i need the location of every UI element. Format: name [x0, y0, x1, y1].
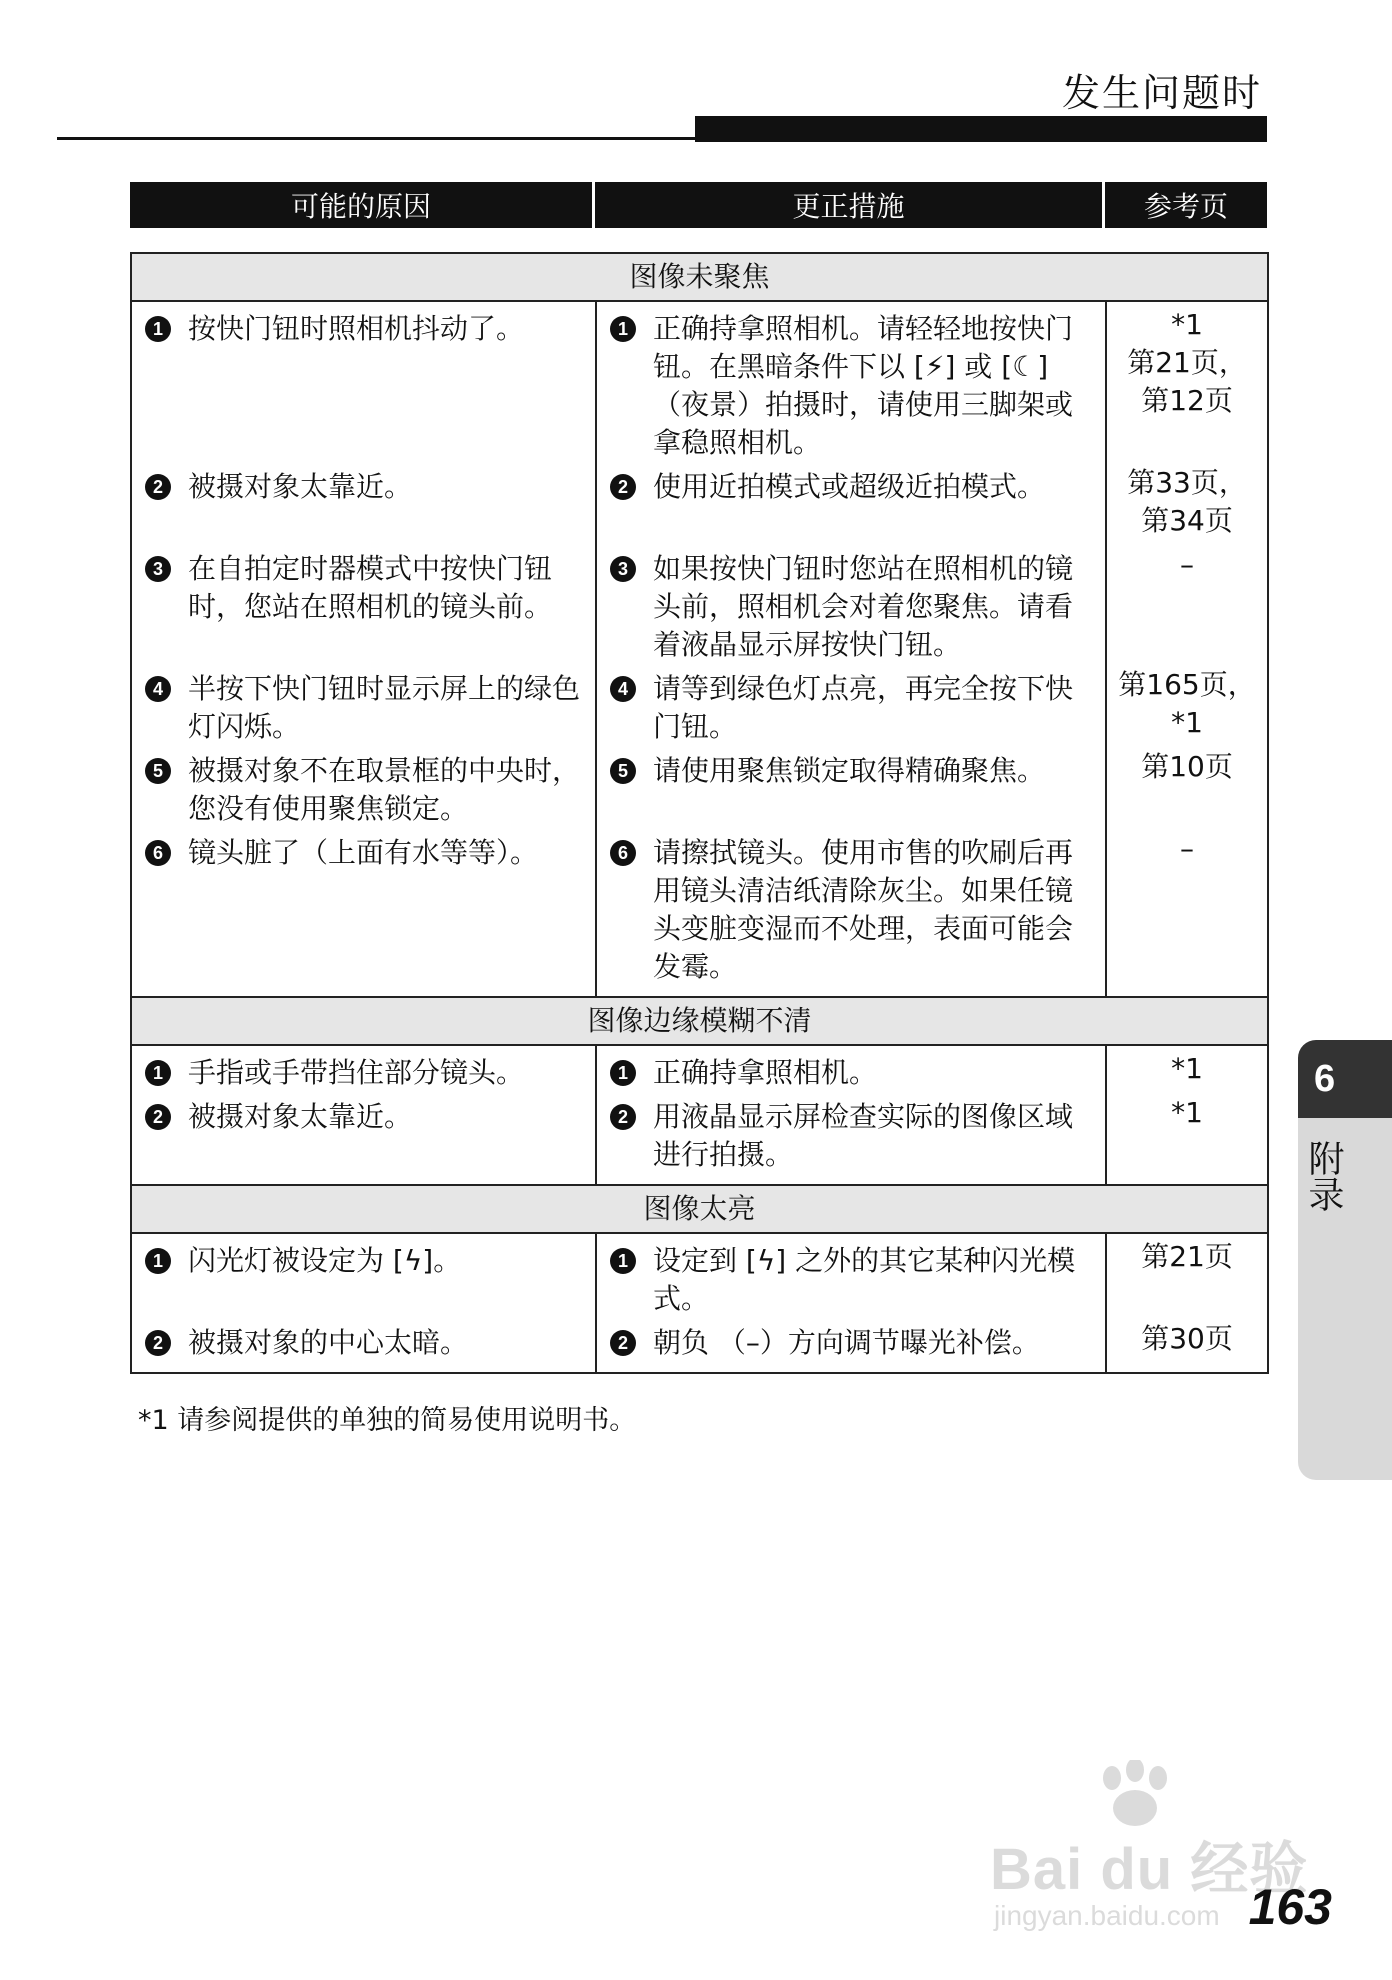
number-badge-label: 1 [145, 316, 171, 342]
fix-cell [596, 1233, 1106, 1373]
number-badge-icon [142, 1060, 174, 1086]
number-badge-label: 2 [145, 1330, 171, 1356]
cause-item [142, 310, 585, 462]
number-badge-icon [607, 758, 639, 784]
ref-text: – [1180, 548, 1195, 581]
cause-cell [131, 301, 596, 997]
cause-cell [131, 1233, 596, 1373]
fix-text: 用液晶显示屏检查实际的图像区域进行拍摄。 [653, 1100, 1074, 1171]
ref-text: 第33页， 第34页 [1127, 466, 1247, 537]
ref-text: 第30页 [1141, 1322, 1233, 1355]
section-title: 图像边缘模糊不清 [131, 997, 1268, 1045]
number-badge-icon [142, 1248, 174, 1274]
fix-text: 朝负 （–）方向调节曝光补偿。 [653, 1326, 1040, 1359]
fix-cell [596, 301, 1106, 997]
ref-cell [1106, 301, 1268, 997]
header-rule-thin [57, 137, 697, 140]
number-badge-icon [607, 1248, 639, 1274]
number-badge-label: 2 [145, 1104, 171, 1130]
number-badge-icon [607, 840, 639, 866]
number-badge-label: 2 [145, 474, 171, 500]
fix-text: 正确持拿照相机。 [653, 1056, 878, 1089]
number-badge-icon [607, 1060, 639, 1086]
number-badge-label: 3 [610, 556, 636, 582]
number-badge-label: 1 [145, 1060, 171, 1086]
ref-text: 第21页 [1141, 1240, 1233, 1273]
number-badge-label: 2 [610, 1330, 636, 1356]
fix-text: 请使用聚焦锁定取得精确聚焦。 [653, 754, 1046, 787]
cause-text: 被摄对象太靠近。 [188, 1100, 413, 1133]
ref-text: *1 [1171, 1096, 1203, 1129]
column-header-bar [130, 182, 1267, 228]
fix-text: 请等到绿色灯点亮，再完全按下快门钮。 [653, 672, 1074, 743]
fix-item [607, 1242, 1095, 1318]
number-badge-label: 4 [145, 676, 171, 702]
column-header-cause: 可能的原因 [130, 182, 595, 228]
page-number: 163 [1248, 1879, 1332, 1935]
section-title: 图像太亮 [131, 1185, 1268, 1233]
troubleshooting-table [130, 252, 1269, 1374]
fix-text: 设定到 [ϟ] 之外的其它某种闪光模式。 [653, 1244, 1076, 1315]
fix-item [607, 670, 1095, 746]
number-badge-icon [607, 556, 639, 582]
column-header-fix: 更正措施 [595, 182, 1105, 228]
cause-item [142, 1242, 585, 1318]
cause-item [142, 468, 585, 544]
page-header-title: 发生问题时 [1061, 71, 1262, 115]
ref-text: – [1180, 832, 1195, 865]
cause-item [142, 1098, 585, 1174]
fix-item [607, 834, 1095, 986]
number-badge-icon [607, 316, 639, 342]
cause-item [142, 670, 585, 746]
number-badge-icon [142, 676, 174, 702]
cause-text: 半按下快门钮时显示屏上的绿色灯闪烁。 [188, 672, 581, 743]
number-badge-label: 2 [610, 474, 636, 500]
fix-item [607, 468, 1095, 544]
number-badge-label: 5 [610, 758, 636, 784]
cause-text: 被摄对象的中心太暗。 [188, 1326, 469, 1359]
number-badge-icon [607, 1104, 639, 1130]
number-badge-icon [142, 758, 174, 784]
fix-item [607, 550, 1095, 664]
table-row [131, 1045, 1268, 1185]
cause-text: 被摄对象不在取景框的中央时，您没有使用聚焦锁定。 [188, 754, 581, 825]
cause-cell [131, 1045, 596, 1185]
number-badge-icon [607, 1330, 639, 1356]
ref-text: *1 [1171, 1052, 1203, 1085]
cause-item [142, 1054, 585, 1092]
fix-item [607, 1324, 1095, 1362]
ref-cell [1106, 1233, 1268, 1373]
table-row [131, 301, 1268, 997]
number-badge-label: 3 [145, 556, 171, 582]
number-badge-icon [142, 316, 174, 342]
watermark-url: jingyan.baidu.com [994, 1900, 1220, 1931]
number-badge-icon [142, 840, 174, 866]
fix-text: 正确持拿照相机。请轻轻地按快门钮。在黑暗条件下以 [⚡] 或 [☾] （夜景）拍摄时，请使用三脚架或拿稳照相机。 [653, 312, 1074, 459]
cause-text: 被摄对象太靠近。 [188, 470, 413, 503]
number-badge-icon [142, 556, 174, 582]
fix-item [607, 1098, 1095, 1174]
number-badge-icon [607, 474, 639, 500]
cause-text: 闪光灯被设定为 [ϟ]。 [188, 1244, 462, 1277]
ref-text: *1 第21页， 第12页 [1127, 308, 1247, 417]
number-badge-label: 2 [610, 1104, 636, 1130]
fix-item [607, 310, 1095, 462]
number-badge-label: 1 [145, 1248, 171, 1274]
fix-item [607, 1054, 1095, 1092]
fix-cell [596, 1045, 1106, 1185]
fix-text: 如果按快门钮时您站在照相机的镜头前，照相机会对着您聚焦。请看着液晶显示屏按快门钮。 [653, 552, 1074, 661]
fix-text: 使用近拍模式或超级近拍模式。 [653, 470, 1046, 503]
number-badge-label: 1 [610, 1060, 636, 1086]
number-badge-label: 6 [610, 840, 636, 866]
ref-cell [1106, 1045, 1268, 1185]
number-badge-label: 1 [610, 1248, 636, 1274]
cause-item [142, 752, 585, 828]
table-row [131, 1233, 1268, 1373]
cause-item [142, 834, 585, 986]
number-badge-label: 1 [610, 316, 636, 342]
number-badge-icon [142, 1104, 174, 1130]
cause-text: 镜头脏了（上面有水等等）。 [188, 836, 539, 869]
number-badge-label: 6 [145, 840, 171, 866]
number-badge-icon [142, 474, 174, 500]
fix-text: 请擦拭镜头。使用市售的吹刷后再用镜头清洁纸清除灰尘。如果任镜头变脏变湿而不处理，表面可能会发霉。 [653, 836, 1074, 983]
cause-item [142, 1324, 585, 1362]
cause-text: 在自拍定时器模式中按快门钮时，您站在照相机的镜头前。 [188, 552, 553, 623]
chapter-label: 附录 [1303, 1140, 1344, 1212]
cause-item [142, 550, 585, 664]
cause-text: 手指或手带挡住部分镜头。 [188, 1056, 525, 1089]
footnote: *1 请参阅提供的单独的简易使用说明书。 [138, 1405, 637, 1436]
header-rule-thick [695, 116, 1267, 142]
ref-text: 第10页 [1141, 750, 1233, 783]
paw-icon [1090, 1760, 1180, 1830]
number-badge-label: 4 [610, 676, 636, 702]
number-badge-label: 5 [145, 758, 171, 784]
cause-text: 按快门钮时照相机抖动了。 [188, 312, 525, 345]
ref-text: 第165页， *1 [1118, 668, 1256, 739]
chapter-number: 6 [1298, 1040, 1392, 1118]
section-title: 图像未聚焦 [131, 253, 1268, 301]
column-header-ref: 参考页 [1105, 182, 1267, 228]
fix-item [607, 752, 1095, 828]
number-badge-icon [607, 676, 639, 702]
watermark-brand: Bai du 经验 [990, 1837, 1309, 1902]
number-badge-icon [142, 1330, 174, 1356]
